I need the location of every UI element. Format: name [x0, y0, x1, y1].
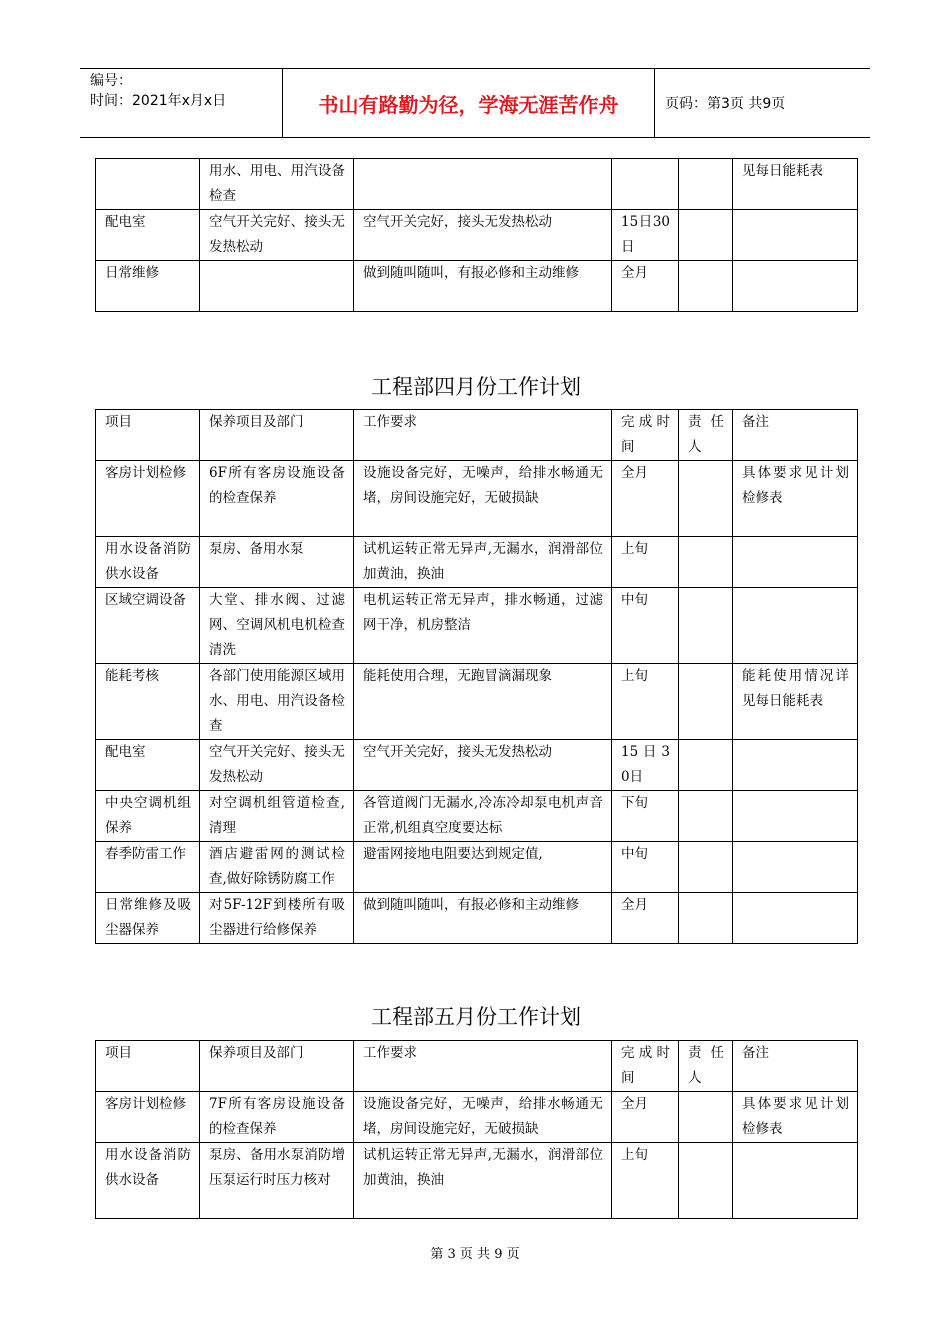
table-row: [96, 893, 858, 944]
header-project: 项目: [96, 410, 200, 461]
april-plan-title: 工程部四月份工作计划: [371, 375, 581, 399]
cell-note: 见每日能耗表: [733, 159, 858, 210]
table-header-row: [96, 1041, 858, 1092]
table-row: [96, 1092, 858, 1143]
header-requirement: 工作要求: [354, 410, 612, 461]
cell-owner: [679, 588, 733, 664]
cell-owner: [679, 893, 733, 944]
cell-project: 配电室: [96, 740, 200, 791]
cell-time: [612, 159, 679, 210]
cell-requirement: 空气开关完好，接头无发热松动: [354, 210, 612, 261]
april-plan-table: [95, 409, 858, 944]
cell-owner: [679, 261, 733, 312]
header-time: 完成时间: [612, 410, 679, 461]
header-maintenance: 保养项目及部门: [200, 1041, 354, 1092]
page-header: [80, 68, 870, 138]
table-row: [96, 210, 858, 261]
cell-owner: [679, 664, 733, 740]
cell-requirement: 各管道阀门无漏水,冷冻冷却泵电机声音正常,机组真空度要达标: [354, 791, 612, 842]
header-meta: [80, 69, 283, 137]
cell-owner: [679, 1092, 733, 1143]
cell-requirement: 设施设备完好，无噪声，给排水畅通无堵，房间设施完好，无破损缺: [354, 1092, 612, 1143]
cell-project: 用水设备消防供水设备: [96, 1143, 200, 1219]
header-motto: 书山有路勤为径，学海无涯苦作舟: [283, 69, 655, 137]
cell-maintenance: [200, 261, 354, 312]
table-row: [96, 461, 858, 537]
cell-project: 区域空调设备: [96, 588, 200, 664]
header-note: 备注: [733, 410, 858, 461]
cell-time: 15日30日: [612, 210, 679, 261]
cell-maintenance: 6F所有客房设施设备的检查保养: [200, 461, 354, 537]
table-header-row: [96, 410, 858, 461]
cell-maintenance: 用水、用电、用汽设备检查: [200, 159, 354, 210]
cell-owner: [679, 1143, 733, 1219]
header-note: 备注: [733, 1041, 858, 1092]
header-time: 完成时间: [612, 1041, 679, 1092]
cell-project: 日常维修: [96, 261, 200, 312]
table-row: [96, 261, 858, 312]
header-owner: 责任人: [679, 410, 733, 461]
number-label: 编号：: [90, 73, 132, 89]
header-project: 项目: [96, 1041, 200, 1092]
cell-project: 能耗考核: [96, 664, 200, 740]
cell-owner: [679, 159, 733, 210]
time-label: 时间：2021年x月x日: [90, 93, 227, 109]
cell-project: 用水设备消防供水设备: [96, 537, 200, 588]
cell-requirement: 电机运转正常无异声，排水畅通，过滤网干净，机房整洁: [354, 588, 612, 664]
cell-note: [733, 537, 858, 588]
cell-requirement: 设施设备完好，无噪声，给排水畅通无堵，房间设施完好，无破损缺: [354, 461, 612, 537]
table-row: [96, 159, 858, 210]
table-row: [96, 791, 858, 842]
cell-time: 中旬: [612, 842, 679, 893]
cell-requirement: [354, 159, 612, 210]
cell-owner: [679, 791, 733, 842]
cell-time: 上旬: [612, 537, 679, 588]
cell-note: [733, 740, 858, 791]
cell-maintenance: 泵房、备用水泵: [200, 537, 354, 588]
cell-project: 配电室: [96, 210, 200, 261]
cell-project: [96, 159, 200, 210]
may-plan-table: [95, 1040, 858, 1219]
cell-maintenance: 泵房、备用水泵消防增压泵运行时压力核对: [200, 1143, 354, 1219]
cell-requirement: 试机运转正常无异声,无漏水，润滑部位加黄油，换油: [354, 1143, 612, 1219]
cell-maintenance: 各部门使用能源区域用水、用电、用汽设备检查: [200, 664, 354, 740]
cell-time: 全月: [612, 461, 679, 537]
cell-time: 全月: [612, 893, 679, 944]
cell-time: 上旬: [612, 1143, 679, 1219]
cell-note: 能耗使用情况详见每日能耗表: [733, 664, 858, 740]
cell-owner: [679, 842, 733, 893]
cell-maintenance: 空气开关完好、接头无发热松动: [200, 740, 354, 791]
cell-maintenance: 空气开关完好、接头无发热松动: [200, 210, 354, 261]
cell-note: [733, 893, 858, 944]
cell-note: 具体要求见计划检修表: [733, 1092, 858, 1143]
cell-note: [733, 588, 858, 664]
cell-owner: [679, 740, 733, 791]
table-row: [96, 842, 858, 893]
cell-time: 下旬: [612, 791, 679, 842]
cell-note: [733, 842, 858, 893]
cell-owner: [679, 210, 733, 261]
cell-note: [733, 1143, 858, 1219]
cell-requirement: 避雷网接地电阻要达到规定值,: [354, 842, 612, 893]
header-page-info: 页码：第3页 共9页: [665, 96, 786, 112]
cell-requirement: 能耗使用合理，无跑冒滴漏现象: [354, 664, 612, 740]
table-row: [96, 1143, 858, 1219]
table-row: [96, 740, 858, 791]
cell-note: [733, 791, 858, 842]
cell-maintenance: 大堂、排水阀、过滤网、空调风机电机检查清洗: [200, 588, 354, 664]
cell-note: 具体要求见计划检修表: [733, 461, 858, 537]
may-plan-title: 工程部五月份工作计划: [371, 1005, 581, 1029]
cell-project: 春季防雷工作: [96, 842, 200, 893]
cell-time: 15 日 30日: [612, 740, 679, 791]
cell-time: 上旬: [612, 664, 679, 740]
cell-maintenance: 对5F-12F到楼所有吸尘器进行给修保养: [200, 893, 354, 944]
cell-owner: [679, 461, 733, 537]
table-row: [96, 588, 858, 664]
cell-owner: [679, 537, 733, 588]
header-maintenance: 保养项目及部门: [200, 410, 354, 461]
table-row: [96, 664, 858, 740]
cell-maintenance: 7F所有客房设施设备的检查保养: [200, 1092, 354, 1143]
cell-note: [733, 210, 858, 261]
cell-requirement: 做到随叫随叫，有报必修和主动维修: [354, 893, 612, 944]
cell-requirement: 试机运转正常无异声,无漏水，润滑部位加黄油，换油: [354, 537, 612, 588]
cell-requirement: 做到随叫随叫，有报必修和主动维修: [354, 261, 612, 312]
cell-maintenance: 对空调机组管道检查,清理: [200, 791, 354, 842]
cell-time: 全月: [612, 261, 679, 312]
cell-project: 中央空调机组保养: [96, 791, 200, 842]
cell-note: [733, 261, 858, 312]
header-owner: 责任人: [679, 1041, 733, 1092]
cell-project: 客房计划检修: [96, 461, 200, 537]
continuation-table: [95, 158, 858, 312]
table-row: [96, 537, 858, 588]
header-requirement: 工作要求: [354, 1041, 612, 1092]
page-footer: 第 3 页 共 9 页: [430, 1247, 520, 1262]
cell-time: 全月: [612, 1092, 679, 1143]
cell-time: 中旬: [612, 588, 679, 664]
cell-requirement: 空气开关完好，接头无发热松动: [354, 740, 612, 791]
cell-maintenance: 酒店避雷网的测试检查,做好除锈防腐工作: [200, 842, 354, 893]
cell-project: 日常维修及吸尘器保养: [96, 893, 200, 944]
cell-project: 客房计划检修: [96, 1092, 200, 1143]
